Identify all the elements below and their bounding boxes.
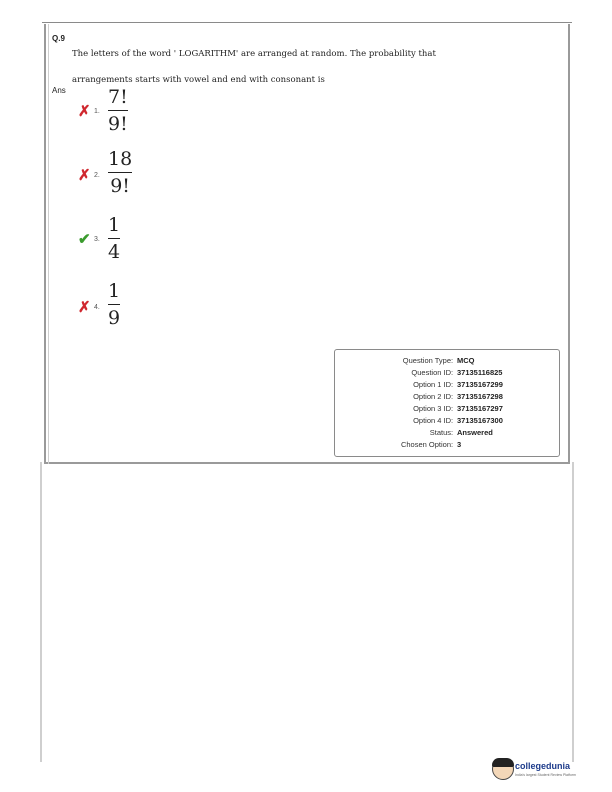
info-label: Option 3 ID <box>413 404 451 413</box>
numerator: 1 <box>108 214 121 236</box>
info-label: Question ID <box>411 368 451 377</box>
fraction-bar <box>108 110 128 111</box>
numerator: 1 <box>108 280 121 302</box>
info-colon: : <box>451 440 454 449</box>
denominator: 9 <box>108 307 121 329</box>
info-label: Option 4 ID <box>413 416 451 425</box>
info-colon: : <box>451 428 454 437</box>
fraction <box>108 280 120 329</box>
fraction <box>108 214 120 263</box>
collegedunia-logo[interactable] <box>492 758 576 782</box>
fraction-bar <box>108 304 120 305</box>
info-value: Answered <box>457 428 493 437</box>
numerator: 18 <box>108 148 133 170</box>
info-row-option-2-id <box>335 392 561 404</box>
info-value: 37135167299 <box>457 380 503 389</box>
fraction-bar <box>108 172 132 173</box>
question-info-box <box>334 349 560 457</box>
info-value: 37135116825 <box>457 368 503 377</box>
info-value: 37135167298 <box>457 392 503 401</box>
mascot-hair-icon <box>492 758 514 767</box>
cross-icon: ✗ <box>78 103 91 120</box>
fraction-bar <box>108 238 120 239</box>
fraction <box>108 86 128 135</box>
fraction <box>108 148 132 197</box>
denominator: 9! <box>108 113 128 135</box>
info-row-question-type <box>335 356 561 368</box>
info-colon: : <box>451 380 454 389</box>
info-value: MCQ <box>457 356 475 365</box>
frame-inner-border <box>48 24 49 464</box>
info-row-question-id <box>335 368 561 380</box>
info-label: Chosen Option <box>400 440 451 449</box>
question-text-line: The letters of the word ' LOGARITHM' are arranged at random. The probability that <box>72 49 436 59</box>
denominator: 9! <box>110 175 130 197</box>
option-4 <box>78 280 158 340</box>
answer-label: Ans <box>52 86 66 95</box>
numerator: 7! <box>108 86 128 108</box>
denominator: 4 <box>108 241 121 263</box>
cross-icon: ✗ <box>78 299 91 316</box>
info-colon: : <box>451 368 454 377</box>
info-value: 3 <box>457 440 462 449</box>
info-value: 37135167300 <box>457 416 503 425</box>
option-number: 2. <box>94 172 100 179</box>
info-colon: : <box>451 404 454 413</box>
info-label: Question Type <box>402 356 451 365</box>
option-number: 3. <box>94 236 100 243</box>
info-value: 37135167297 <box>457 404 503 413</box>
info-row-status <box>335 428 561 440</box>
option-number: 4. <box>94 304 100 311</box>
info-colon: : <box>451 356 454 365</box>
cross-icon: ✗ <box>78 167 91 184</box>
option-number: 1. <box>94 108 100 115</box>
info-row-option-3-id <box>335 404 561 416</box>
info-label: Status <box>429 428 451 437</box>
page-right-border <box>572 462 574 762</box>
info-label: Option 1 ID <box>413 380 451 389</box>
info-label: Option 2 ID <box>413 392 451 401</box>
option-3 <box>78 214 158 274</box>
info-row-option-1-id <box>335 380 561 392</box>
question-number: Q.9 <box>52 34 65 43</box>
info-row-chosen-option <box>335 440 561 452</box>
logo-name: collegedunia <box>515 761 571 771</box>
info-row-option-4-id <box>335 416 561 428</box>
logo-tagline: India's largest Student Review Platform <box>515 773 576 777</box>
page-left-border <box>40 462 42 762</box>
check-icon: ✔ <box>78 231 91 248</box>
info-colon: : <box>451 416 454 425</box>
info-colon: : <box>451 392 454 401</box>
option-2 <box>78 148 158 208</box>
question-text-line: arrangements starts with vowel and end with consonant is <box>72 75 325 85</box>
option-1 <box>78 86 158 146</box>
frame-top-border <box>42 22 572 23</box>
